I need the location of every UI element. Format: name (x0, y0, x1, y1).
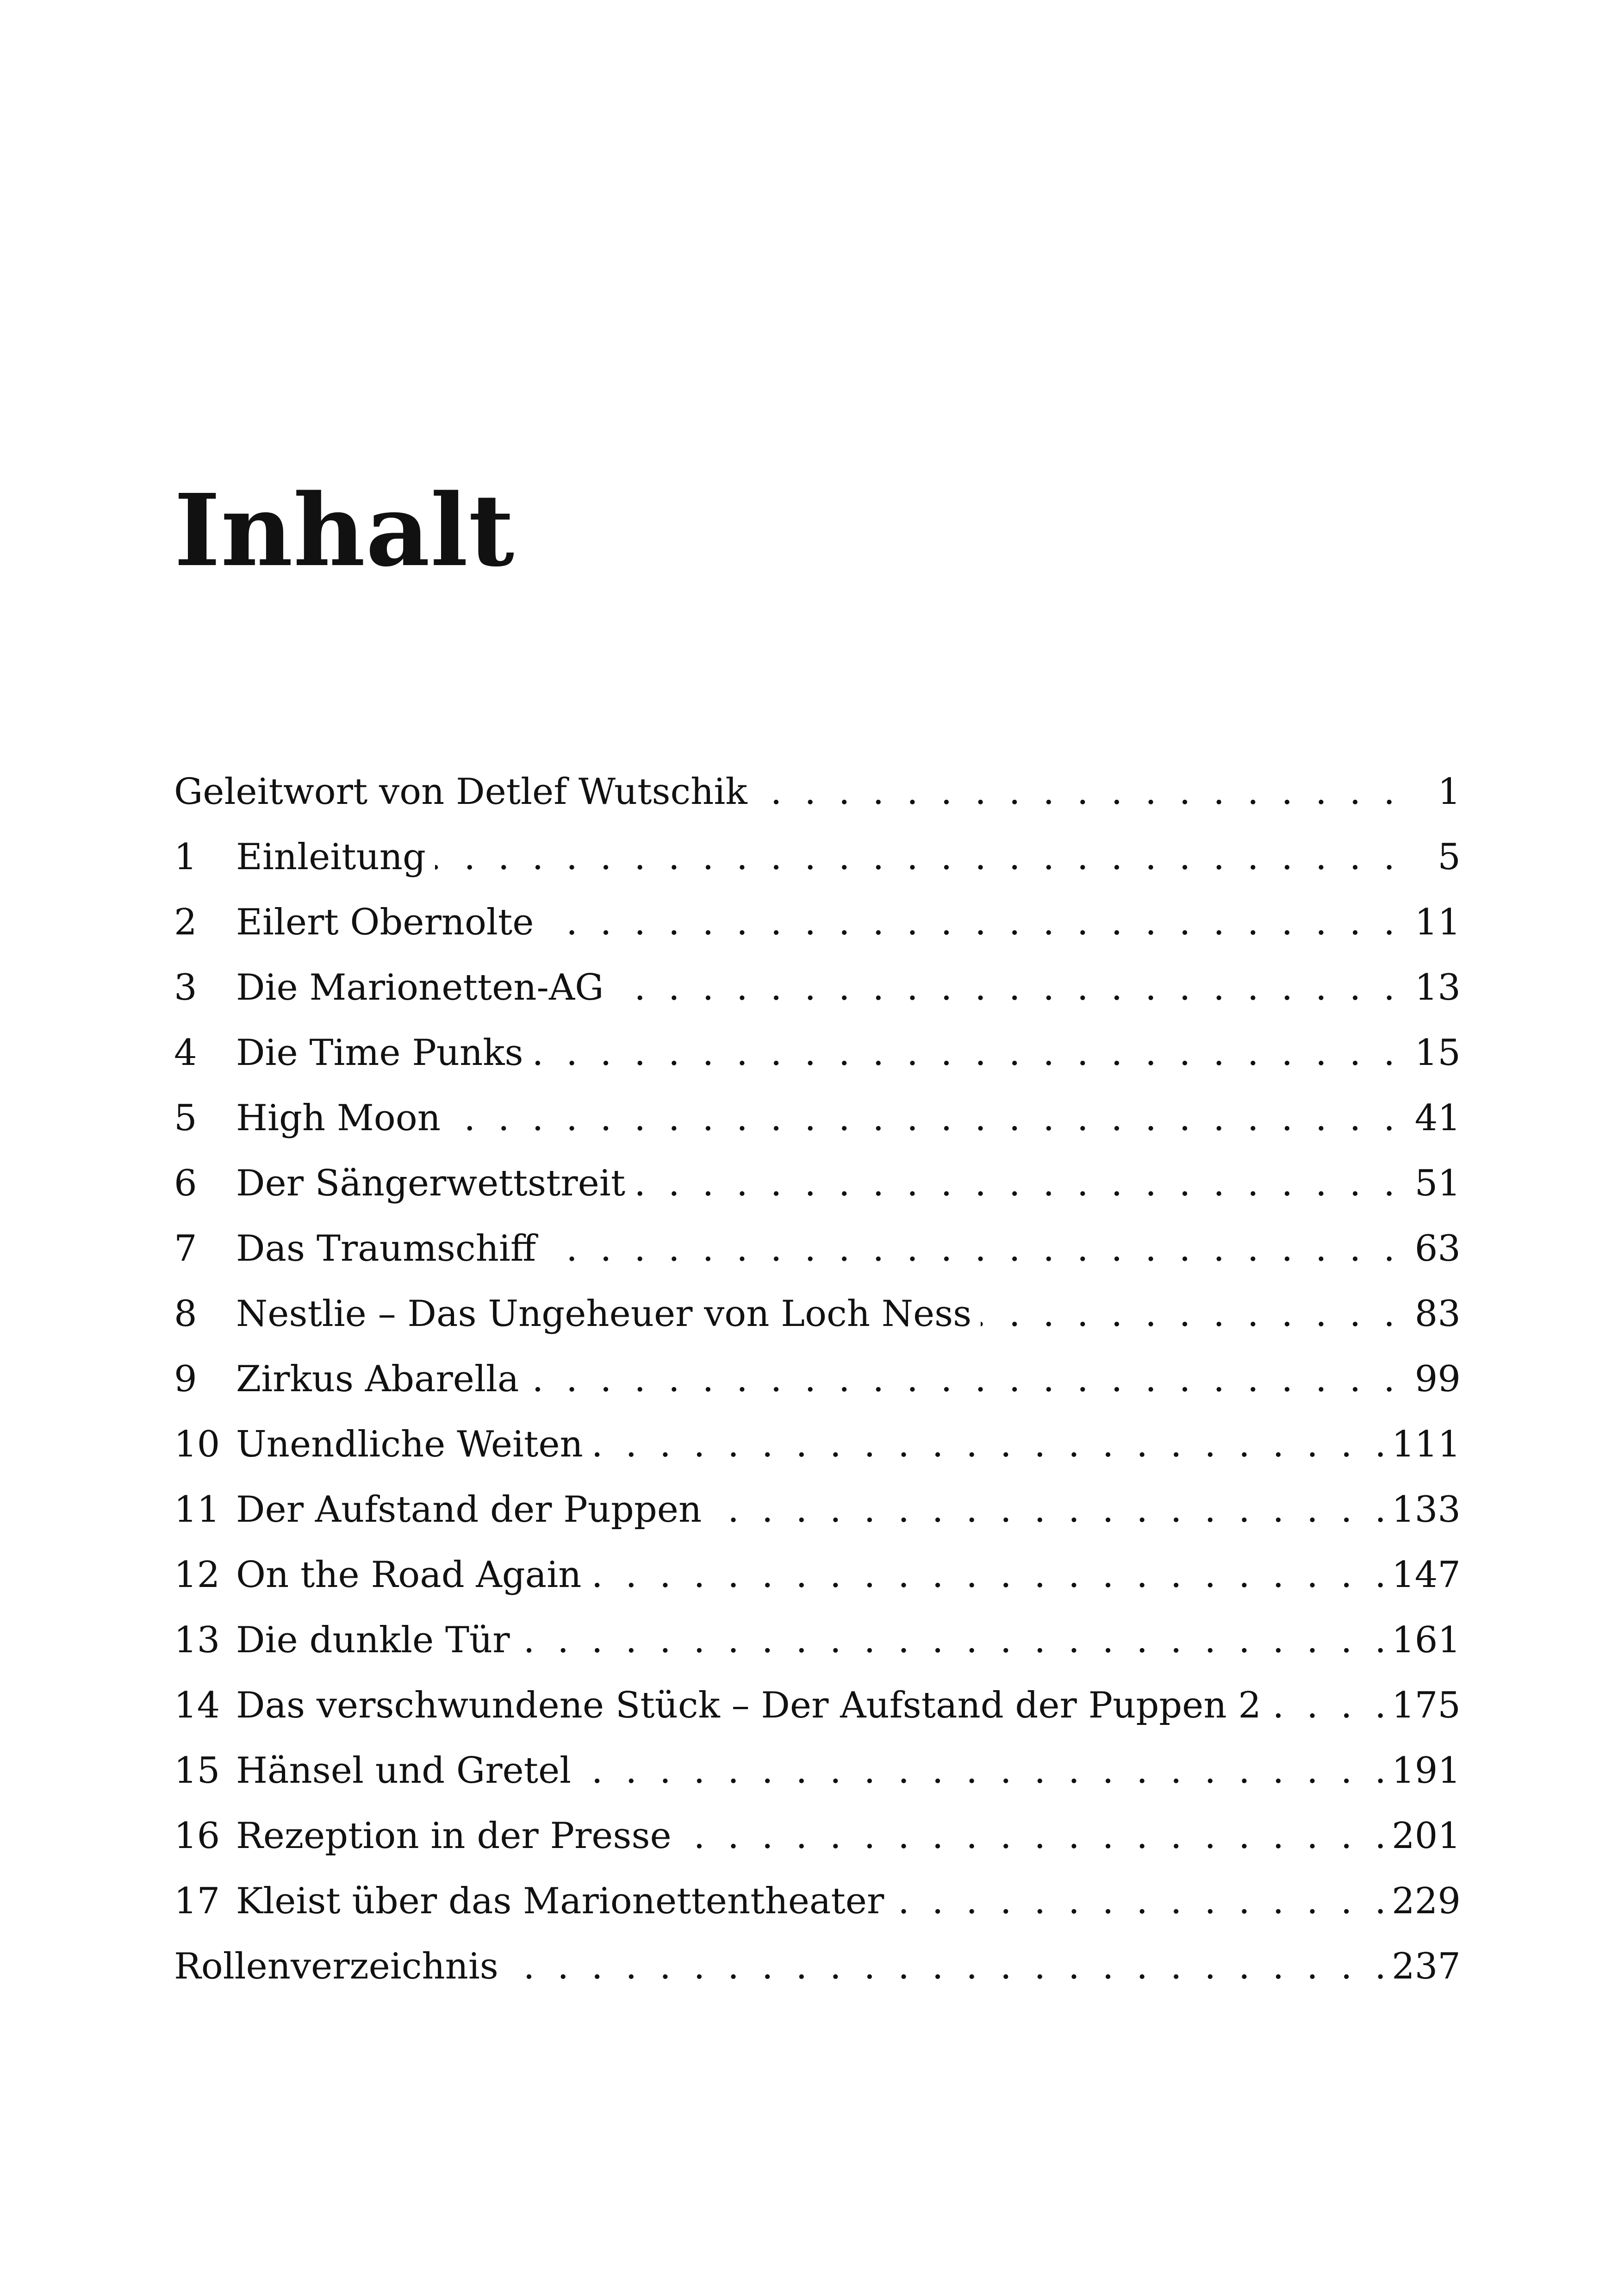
toc-entry-chapter-14[interactable] (174, 1673, 1461, 1738)
toc-entry-page: 13 (1400, 970, 1461, 1006)
toc-entry-chapter-2[interactable] (174, 890, 1461, 955)
toc-entry-number: 16 (174, 1815, 220, 1857)
toc-entry-page: 99 (1400, 1361, 1461, 1397)
dot-leader (711, 1492, 1392, 1528)
dot-leader (757, 774, 1400, 810)
toc-entry-page: 11 (1400, 904, 1461, 940)
toc-entry-title: Die dunkle Tür (236, 1622, 519, 1658)
dot-leader (533, 1035, 1400, 1071)
toc-entry-page: 175 (1392, 1684, 1461, 1726)
dot-leader (592, 1426, 1392, 1462)
toc-entry-page: 51 (1400, 1165, 1461, 1201)
toc-entry-title: Das verschwundene Stück – Der Aufstand der Puppen 2 (236, 1687, 1270, 1724)
toc-entry-number: 11 (174, 1488, 220, 1531)
table-of-contents (174, 759, 1461, 1999)
toc-entry-page: 1 (1400, 774, 1461, 810)
dot-leader (1270, 1687, 1392, 1724)
toc-entry-number: 12 (174, 1554, 220, 1596)
toc-entry-number: 4 (174, 1032, 197, 1074)
toc-entry-title: Geleitwort von Detlef Wutschik (174, 774, 757, 810)
toc-entry-page: 237 (1392, 1945, 1461, 1987)
dot-leader (591, 1557, 1392, 1593)
toc-entry-number: 10 (174, 1423, 220, 1465)
toc-entry-title: Der Sängerwettstreit (236, 1165, 635, 1201)
toc-entry-title: Hänsel und Gretel (236, 1753, 580, 1789)
toc-entry-chapter-10[interactable] (174, 1412, 1461, 1477)
toc-entry-page: 161 (1392, 1619, 1461, 1661)
toc-entry-chapter-9[interactable] (174, 1346, 1461, 1412)
toc-entry-page: 83 (1400, 1296, 1461, 1332)
toc-entry-number: 2 (174, 901, 197, 943)
toc-entry-number: 5 (174, 1097, 197, 1139)
toc-entry-chapter-4[interactable] (174, 1020, 1461, 1085)
toc-entry-chapter-8[interactable] (174, 1281, 1461, 1346)
toc-entry-number: 7 (174, 1227, 197, 1269)
toc-entry-number: 1 (174, 836, 197, 878)
toc-entry-page: 15 (1400, 1035, 1461, 1071)
toc-entry-chapter-15[interactable] (174, 1738, 1461, 1803)
toc-entry-chapter-5[interactable] (174, 1085, 1461, 1151)
toc-entry-chapter-16[interactable] (174, 1803, 1461, 1868)
dot-leader (543, 904, 1400, 940)
toc-entry-number: 15 (174, 1749, 220, 1792)
toc-entry-title: Rollenverzeichnis (174, 1948, 508, 1985)
toc-entry-chapter-17[interactable] (174, 1868, 1461, 1934)
dot-leader (681, 1818, 1392, 1854)
toc-entry-title: Nestlie – Das Ungeheuer von Loch Ness (236, 1296, 981, 1332)
toc-entry-chapter-13[interactable] (174, 1607, 1461, 1673)
toc-entry-chapter-1[interactable] (174, 824, 1461, 890)
toc-entry-title: Einleitung (236, 839, 435, 875)
toc-entry-number: 8 (174, 1293, 197, 1335)
toc-entry-page: 63 (1400, 1231, 1461, 1267)
toc-entry-chapter-12[interactable] (174, 1542, 1461, 1607)
dot-leader (613, 970, 1400, 1006)
dot-leader (450, 1100, 1400, 1136)
dot-leader (893, 1883, 1392, 1919)
page-title: Inhalt (174, 473, 515, 589)
toc-entry-number: 9 (174, 1358, 197, 1400)
dot-leader (635, 1165, 1400, 1201)
toc-entry-role-index[interactable] (174, 1934, 1461, 1999)
toc-entry-title: Die Time Punks (236, 1035, 533, 1071)
dot-leader (580, 1753, 1392, 1789)
toc-entry-number: 3 (174, 966, 197, 1008)
toc-entry-page: 5 (1400, 839, 1461, 875)
toc-entry-number: 17 (174, 1880, 220, 1922)
toc-entry-chapter-11[interactable] (174, 1477, 1461, 1542)
toc-entry-chapter-6[interactable] (174, 1151, 1461, 1216)
toc-entry-title: Der Aufstand der Puppen (236, 1492, 711, 1528)
toc-entry-title: Unendliche Weiten (236, 1426, 592, 1462)
toc-entry-number: 13 (174, 1619, 220, 1661)
toc-entry-title: High Moon (236, 1100, 450, 1136)
dot-leader (519, 1622, 1392, 1658)
toc-entry-title: Eilert Obernolte (236, 904, 543, 940)
dot-leader (435, 839, 1400, 875)
dot-leader (508, 1948, 1392, 1985)
toc-entry-chapter-7[interactable] (174, 1216, 1461, 1281)
toc-entry-page: 133 (1392, 1488, 1461, 1531)
toc-entry-page: 229 (1392, 1880, 1461, 1922)
toc-entry-page: 191 (1392, 1749, 1461, 1792)
toc-entry-number: 14 (174, 1684, 220, 1726)
toc-entry-title: Zirkus Abarella (236, 1361, 528, 1397)
toc-entry-page: 41 (1400, 1100, 1461, 1136)
toc-entry-foreword[interactable] (174, 759, 1461, 824)
dot-leader (981, 1296, 1400, 1332)
toc-entry-title: Das Traumschiff (236, 1231, 545, 1267)
toc-entry-title: Die Marionetten-AG (236, 970, 613, 1006)
toc-entry-page: 201 (1392, 1815, 1461, 1857)
toc-entry-chapter-3[interactable] (174, 955, 1461, 1020)
toc-entry-title: On the Road Again (236, 1557, 591, 1593)
toc-entry-page: 147 (1392, 1554, 1461, 1596)
dot-leader (528, 1361, 1400, 1397)
dot-leader (545, 1231, 1400, 1267)
toc-entry-title: Rezeption in der Presse (236, 1818, 681, 1854)
toc-entry-number: 6 (174, 1162, 197, 1204)
toc-entry-page: 111 (1392, 1423, 1461, 1465)
toc-entry-title: Kleist über das Marionettentheater (236, 1883, 893, 1919)
